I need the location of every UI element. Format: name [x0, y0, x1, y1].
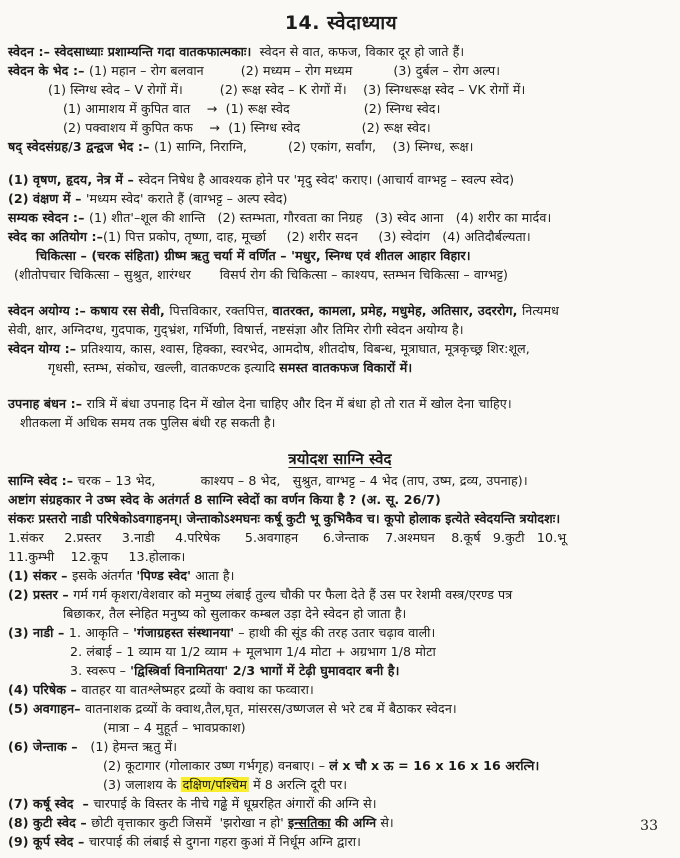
text-line	[8, 604, 672, 623]
text-segment: 'मध्यम स्वेद' कराते हैं (वाग्भट्ट – अल्प स्वेद)	[85, 191, 288, 206]
section-heading	[8, 448, 672, 471]
text-line	[8, 61, 672, 80]
text-segment: उपनाह बंधन :–	[8, 396, 87, 411]
text-segment: (3) नाडी –	[8, 625, 69, 640]
document-body	[8, 42, 672, 851]
text-line	[8, 680, 672, 699]
text-line	[8, 394, 672, 413]
text-segment: (4) परिषेक –	[8, 682, 82, 697]
text-segment: 1. आकृति –	[68, 625, 134, 640]
text-segment: (1) महान – रोग बलवान (2) मध्यम – रोग मध्यम (3) दुर्बल – रोग अल्प।	[88, 63, 501, 78]
text-line	[8, 585, 672, 604]
text-segment: स्वेदन योग्य :–	[8, 341, 81, 356]
page-number: 33	[640, 818, 658, 834]
text-segment: वातहर या वातश्लेष्महर द्रव्यों के क्वाथ का फव्वारा।	[81, 682, 314, 697]
text-segment: (1) वृषण, हृदय, नेत्र में –	[8, 172, 139, 187]
text-segment: से।	[376, 815, 394, 830]
text-segment: (3) जलाशय के	[103, 777, 181, 792]
text-segment: प्रतिश्याय, कास, श्वास, हिक्का, स्वरभेद, आमदोष, शीतदोष, विबन्ध, मूत्राघात, मूत्रकृच्छ्र शिर:शूल,	[80, 341, 530, 356]
text-segment: (8) कुटी स्वेद –	[8, 815, 92, 830]
text-segment: स्वेदन अयोग्य :– कषाय रस सेवी,	[8, 303, 170, 318]
text-segment: (9) कूर्प स्वेद –	[8, 834, 89, 849]
text-line	[8, 528, 672, 547]
text-segment: (1) पित्त प्रकोप, तृष्णा, दाह, मूर्च्छा (2) शरीर सदन (3) स्वेदांग (4) अतिदौर्बल्यता।	[103, 229, 531, 244]
text-line	[8, 358, 672, 377]
text-line	[8, 99, 672, 118]
text-segment: (शीतोपचार चिकित्सा – सुश्रुत, शारंग्धर विसर्प रोग की चिकित्सा – काश्यप, स्तम्भन चिकित्सा – वाग्भट्ट)	[14, 267, 509, 282]
text-line	[8, 661, 672, 680]
text-line	[8, 566, 672, 585]
text-segment: 'द्विस्त्रिर्वा विनामितया' 2/3 भागों में टेढ़ी घुमावदार बनी है।	[130, 663, 400, 678]
text-segment: (2) वंक्षण में –	[8, 191, 86, 206]
text-line	[8, 794, 672, 813]
text-segment: (1) शीत'–शूल की शान्ति (2) स्तम्भता, गौरवता का निग्रह (3) स्वेद आना (4) शरीर का मार्दव।	[88, 210, 552, 225]
text-segment: की अग्नि	[330, 815, 377, 830]
text-line	[8, 339, 672, 358]
text-segment: वातरक्त, कामला, प्रमेह, मधुमेह, अतिसार, उदररोग,	[272, 303, 522, 318]
text-line	[8, 80, 672, 99]
text-segment: चिकित्सा – (चरक संहिता) ग्रीष्म ऋतु चर्या में वर्णित – 'मधुर, स्निग्ध एवं शीतल आहार विहार।	[36, 248, 471, 263]
text-segment: स्वेद का अतियोग :–	[8, 229, 104, 244]
text-segment: शीतकला में अधिक समय तक पुलिस बंधी रह सकती है।	[20, 415, 276, 430]
text-segment: छोटी वृत्ताकार कुटी जिसमें 'झरोखा न हो'	[91, 815, 288, 830]
text-segment: 'पिण्ड स्वेद'	[136, 568, 192, 583]
text-line	[8, 623, 672, 642]
text-segment: समस्त वातकफज विकारों में।	[279, 360, 413, 375]
text-segment: अष्टांग संग्रहकार ने उष्म स्वेद के अतंगर्त 8 साग्नि स्वेदों का वर्णन किया है ? (अ. सू. 26/7)	[8, 492, 441, 507]
text-segment: चरक – 13 भेद, काश्यप – 8 भेद, सुश्रुत, वाग्भट्ट – 4 भेद (ताप, उष्म, द्रव्य, उपनाह)।	[77, 473, 528, 488]
text-segment: रात्रि में बंधा उपनाह दिन में खोल देना चाहिए और दिन में बंधा हो तो रात में खोल देना चाहिए।	[86, 396, 512, 411]
text-segment: गृधसी, स्तम्भ, संकोच, खल्ली, वातकण्टक इत्यादि	[48, 360, 280, 375]
text-line	[8, 118, 672, 137]
text-line	[8, 42, 672, 61]
text-line	[8, 642, 672, 661]
text-segment: (7) कर्षू स्वेद –	[8, 796, 94, 811]
text-segment: बिछाकर, तैल स्नेहित मनुष्य को सुलाकर कम्बल उड़ा देने स्वेदन हो जाता है।	[63, 606, 407, 621]
text-segment: त्रयोदश साग्नि स्वेद	[288, 450, 392, 468]
text-line	[8, 208, 672, 227]
text-line	[8, 699, 672, 718]
text-segment: गर्म गर्म कृशरा/वेशवार को मनुष्य लंबाई तुल्य चौकी पर फैला देते हैं उस पर रेशमी वस्त्र/एरण्ड पत्र	[73, 587, 513, 602]
text-segment: (1) साग्नि, निराग्नि, (2) एकांग, सर्वांग, (3) स्निग्ध, रूक्ष।	[153, 139, 474, 154]
text-segment: (6) जेन्ताक –	[8, 739, 83, 754]
text-segment: 3. स्वरूप –	[70, 663, 131, 678]
text-segment: (1) आमाशय में कुपित वात → (1) रूक्ष स्वेद (2) स्निग्ध स्वेद।	[63, 101, 441, 116]
text-segment: 2. लंबाई – 1 व्याम या 1/2 व्याम + मूलभाग 1/4 मोटा + अग्रभाग 1/8 मोटा	[70, 644, 436, 659]
text-line	[8, 265, 672, 284]
text-line	[8, 490, 672, 509]
text-segment: (2) पक्वाशय में कुपित कफ → (1) स्निग्ध स्वेद (2) रूक्ष स्वेद।	[63, 120, 431, 135]
text-line	[8, 737, 672, 756]
text-segment: (मात्रा – 4 मुहूर्त – भावप्रकाश)	[103, 720, 246, 735]
text-segment: – हाथी की सूंड की तरह उतार चढ़ाव वाली।	[234, 625, 436, 640]
text-segment: 11.कुम्भी 12.कूप 13.होलाक।	[8, 549, 186, 564]
text-segment: लं x चौ x ऊ = 16 x 16 x 16 अरत्नि।	[329, 758, 540, 773]
text-segment: चारपाई के विस्तर के नीचे गढ्ढे में धूम्ररहित अंगारों की अग्नि से।	[93, 796, 377, 811]
text-line	[8, 246, 672, 265]
text-line	[8, 832, 672, 851]
text-segment: वातनाशक द्रव्यों के क्वाथ,तैल,घृत, मांसरस/उष्णजल से भरे टब में बैठाकर स्वेदन।	[85, 701, 457, 716]
text-segment: 'गंजाग्रहस्त संस्थानया'	[133, 625, 235, 640]
text-segment: षद् स्वेदसंग्रह/3 द्वन्द्वज भेद :–	[8, 139, 154, 154]
text-line	[8, 813, 672, 832]
text-segment: स्वेदन :– स्वेदसाध्याः प्रशाम्यन्ति गदा वातकफात्मकाः।	[8, 44, 252, 59]
text-line	[8, 301, 672, 320]
text-segment: आता है।	[191, 568, 235, 583]
text-line	[8, 718, 672, 737]
text-line	[8, 189, 672, 208]
text-segment: इन्सतिका	[287, 815, 331, 830]
text-segment: 1.संकर 2.प्रस्तर 3.नाडी 4.परिषेक 5.अवगाहन 6.जेन्ताक 7.अश्मघन 8.कूर्ष 9.कुटी 10.भू	[8, 530, 567, 545]
text-segment: पित्तविकार, रक्तपित्त,	[169, 303, 273, 318]
text-segment: स्वेदन निषेध है आवश्यक होने पर 'मृदु स्वेद' कराए। (आचार्य वाग्भट्ट – स्वल्प स्वेद)	[138, 172, 515, 187]
text-segment: नित्यमध	[522, 303, 559, 318]
text-line	[8, 170, 672, 189]
text-segment: (1) संकर –	[8, 568, 73, 583]
text-segment: सेवी, क्षार, अग्निदग्ध, गुदपाक, गुद्भ्रंश, गर्भिणी, विषार्त्त, नष्टसंज्ञा और तिमिर रोगी स्वेदन अयोग्य है।	[8, 322, 464, 337]
text-segment: (1) स्निग्ध स्वेद – V रोगों में। (2) रूक्ष स्वेद – K रोगों में। (3) स्निग्धरूक्ष स्वेद – VK रोगों में।	[48, 82, 526, 97]
text-segment: (5) अवगाहन–	[8, 701, 86, 716]
text-line	[8, 320, 672, 339]
text-line	[8, 137, 672, 156]
text-segment: सम्यक स्वेदन :–	[8, 210, 89, 225]
text-segment: स्वेदन के भेद :–	[8, 63, 89, 78]
page-title: 14. स्वेदाध्याय	[284, 12, 398, 34]
text-segment: साग्नि स्वेद :–	[8, 473, 78, 488]
text-segment: संकरः प्रस्तरो नाडी परिषेकोऽवगाहनम्। जेन्ताकोऽश्मघनः कर्षू कुटी भू कुभिकैव च। कूपो होलाक इत्येते स्वेदयन्ति त्रयोदशः।	[8, 511, 561, 526]
text-segment: (2) कूटागार (गोलाकार उष्ण गर्भगृह) वनबाए। –	[103, 758, 330, 773]
text-segment: चारपाई की लंबाई से दुगना गहरा कुआं में निर्धूम अग्नि द्वारा।	[88, 834, 362, 849]
text-line	[8, 775, 672, 794]
highlighted-text: दक्षिण/पश्चिम	[182, 777, 247, 792]
text-line	[8, 227, 672, 246]
text-line	[8, 413, 672, 432]
text-segment: स्वेदन से वात, कफज, विकार दूर हो जाते हैं।	[251, 44, 465, 59]
text-segment: (2) प्रस्तर –	[8, 587, 74, 602]
text-line	[8, 509, 672, 528]
text-segment: (1) हेमन्त ऋतु में।	[82, 739, 178, 754]
text-segment: इसके अंतर्गत	[72, 568, 137, 583]
text-line	[8, 756, 672, 775]
text-line	[8, 471, 672, 490]
text-line	[8, 547, 672, 566]
text-segment: में 8 अरत्नि दूरी पर।	[248, 777, 348, 792]
